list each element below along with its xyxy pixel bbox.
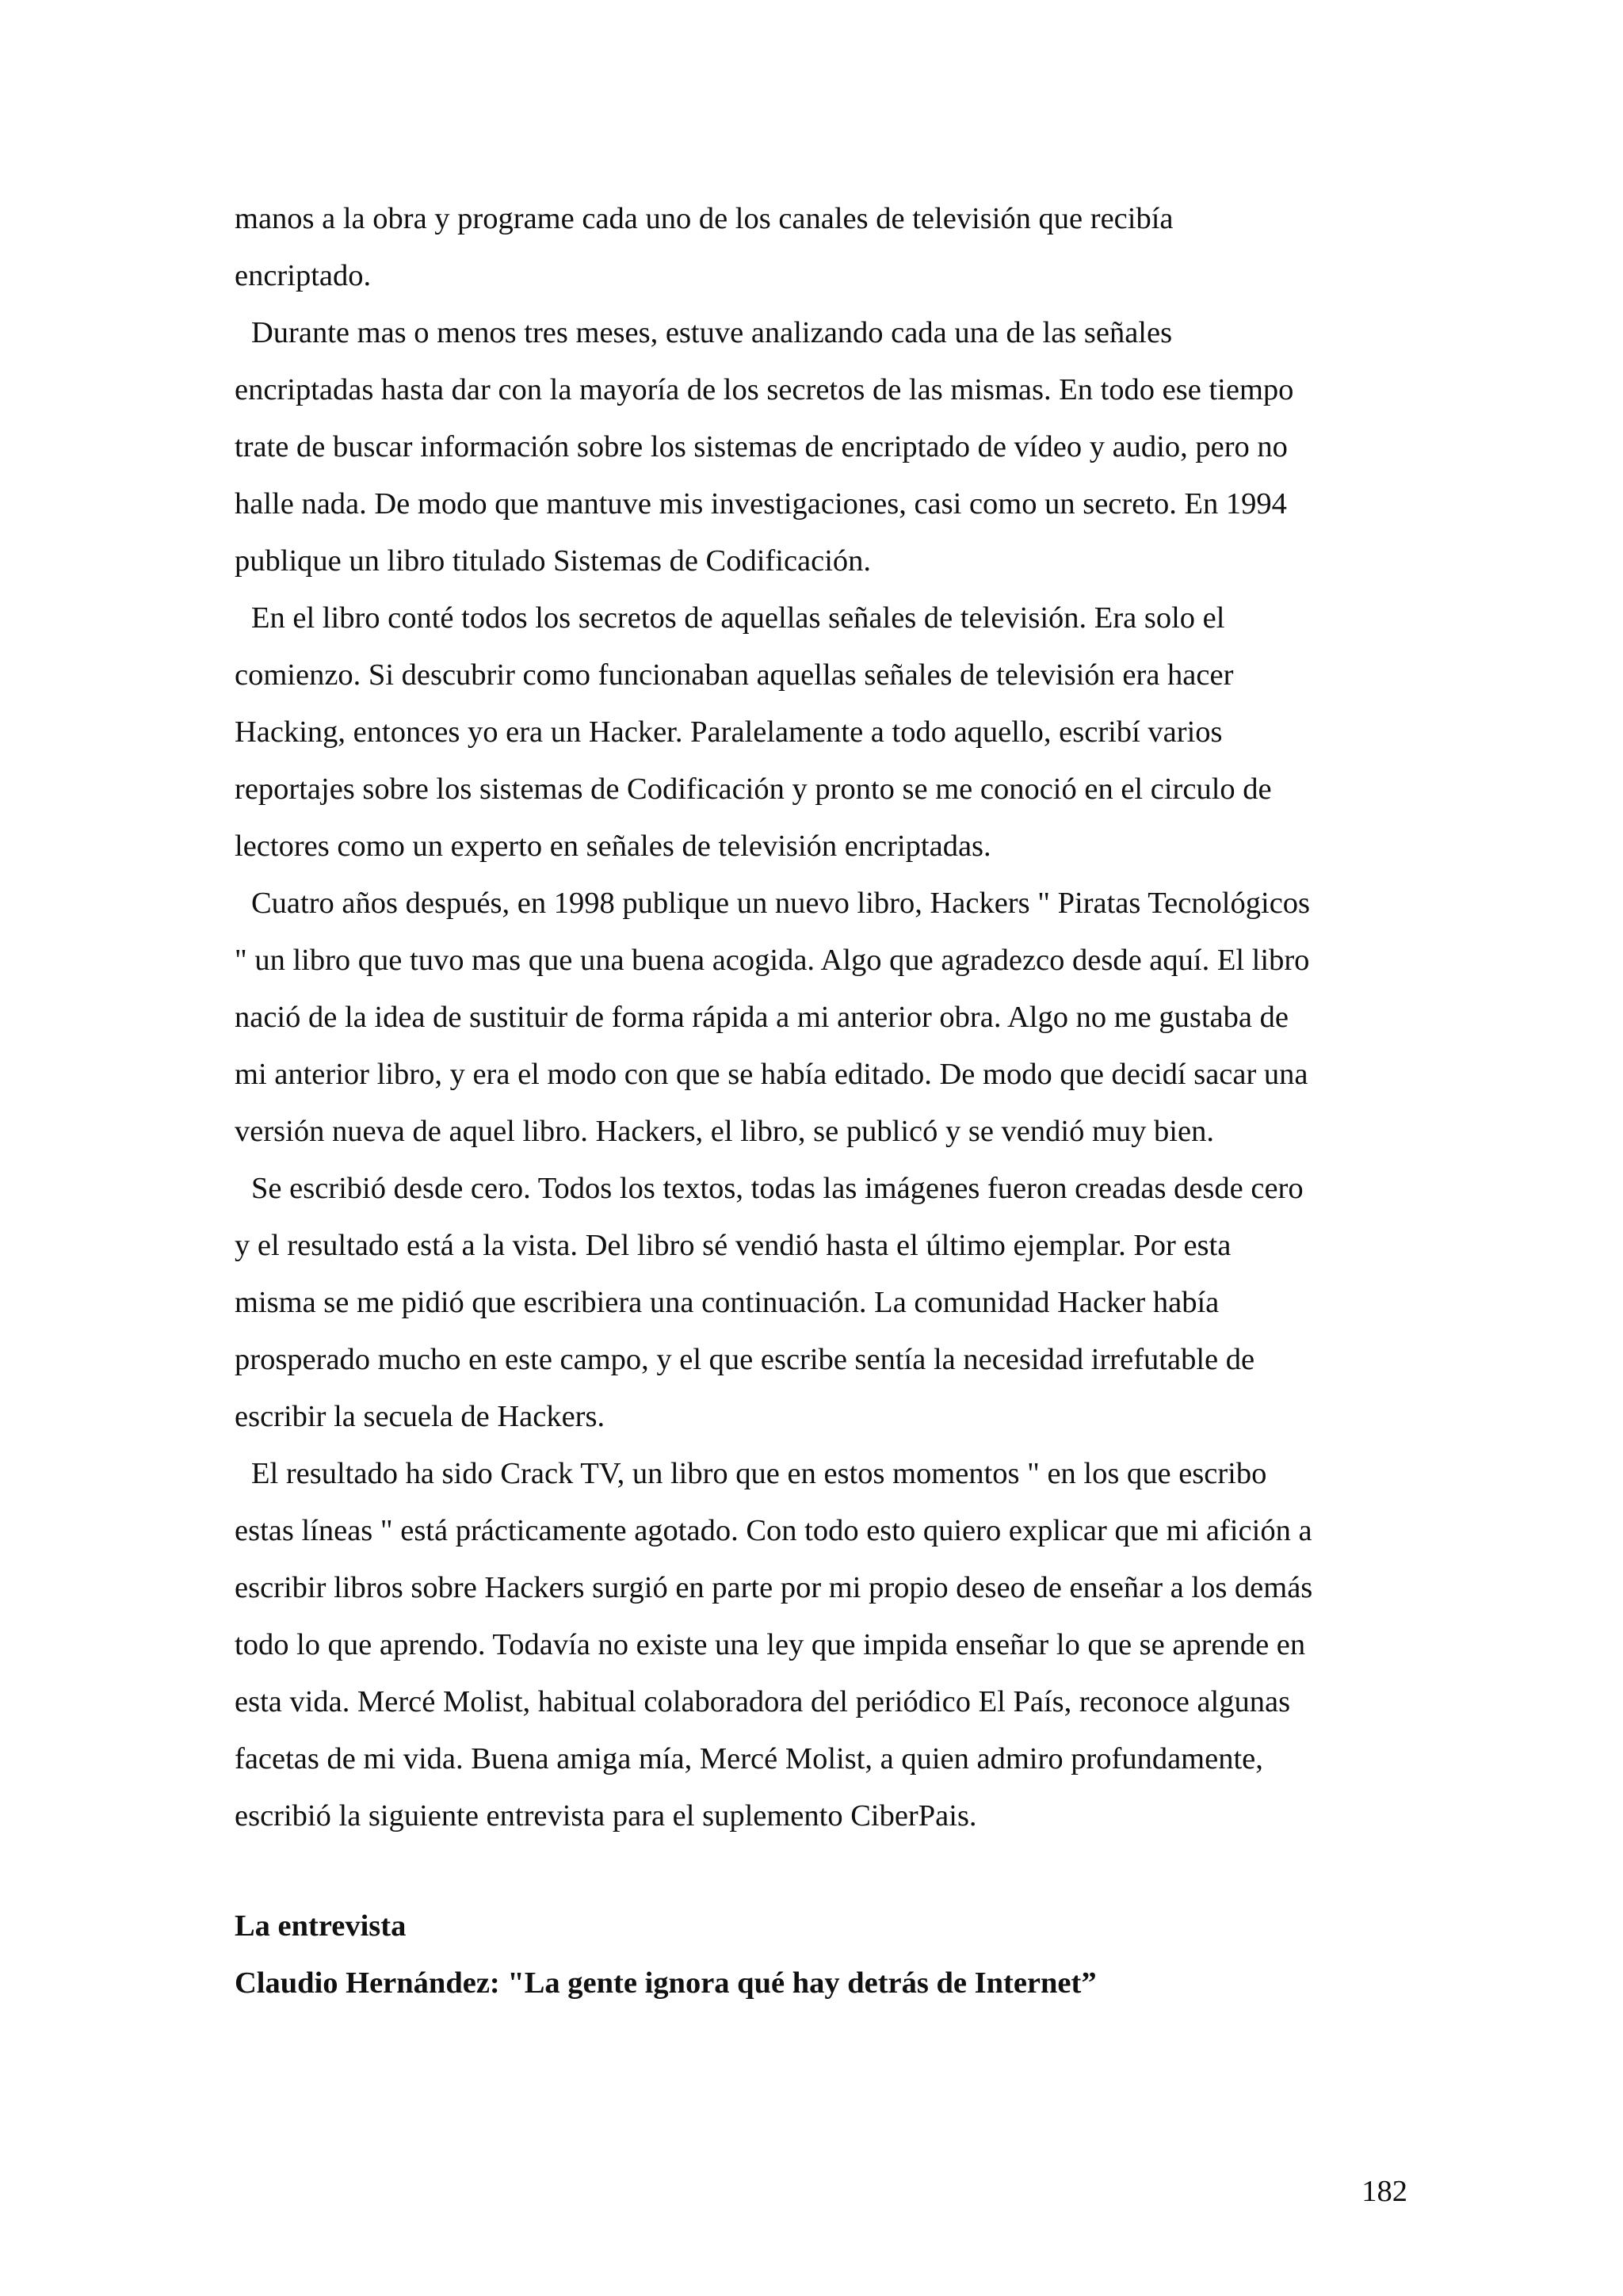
text-line: trate de buscar información sobre los sistemas de encriptado de vídeo y audio, pero no xyxy=(235,430,1288,463)
paragraph xyxy=(235,1445,1407,1844)
text-line: encriptado. xyxy=(235,259,372,292)
paragraph xyxy=(235,1160,1407,1445)
text-line: escribir la secuela de Hackers. xyxy=(235,1400,605,1433)
text-line: Hacking, entonces yo era un Hacker. Paralelamente a todo aquello, escribí varios xyxy=(235,715,1223,749)
text-line: escribir libros sobre Hackers surgió en parte por mi propio deseo de enseñar a los demás xyxy=(235,1571,1313,1604)
text-line: En el libro conté todos los secretos de aquellas señales de televisión. Era solo el xyxy=(251,601,1225,635)
text-line: comienzo. Si descubrir como funcionaban aquellas señales de televisión era hacer xyxy=(235,658,1234,692)
text-line: escribió la siguiente entrevista para el suplemento CiberPais. xyxy=(235,1799,977,1833)
text-line: encriptadas hasta dar con la mayoría de los secretos de las mismas. En todo ese tiempo xyxy=(235,373,1294,406)
text-line: " un libro que tuvo mas que una buena acogida. Algo que agradezco desde aquí. El libro xyxy=(235,944,1310,977)
text-line: mi anterior libro, y era el modo con que se había editado. De modo que decidí sacar una xyxy=(235,1058,1308,1091)
paragraph xyxy=(235,875,1407,1160)
text-line: y el resultado está a la vista. Del libro sé vendió hasta el último ejemplar. Por esta xyxy=(235,1229,1232,1262)
text-line: El resultado ha sido Crack TV, un libro que en estos momentos " en los que escribo xyxy=(251,1457,1267,1490)
text-line: publique un libro titulado Sistemas de Codificación. xyxy=(235,544,872,578)
paragraph xyxy=(235,304,1407,589)
text-line: nació de la idea de sustituir de forma rápida a mi anterior obra. Algo no me gustaba de xyxy=(235,1001,1289,1034)
text-line: esta vida. Mercé Molist, habitual colaboradora del periódico El País, reconoce algunas xyxy=(235,1685,1291,1718)
text-line: manos a la obra y programe cada uno de los canales de televisión que recibía xyxy=(235,202,1174,235)
text-line: lectores como un experto en señales de televisión encriptadas. xyxy=(235,830,991,863)
text-line: Se escribió desde cero. Todos los textos, todas las imágenes fueron creadas desde cero xyxy=(251,1172,1304,1205)
text-line: todo lo que aprendo. Todavía no existe una ley que impida enseñar lo que se aprende en xyxy=(235,1628,1306,1661)
paragraph xyxy=(235,589,1407,875)
text-line: reportajes sobre los sistemas de Codificación y pronto se me conoció en el circulo de xyxy=(235,772,1272,806)
body-text xyxy=(235,190,1407,1844)
text-line: estas líneas " está prácticamente agotado. Con todo esto quiero explicar que mi afición a xyxy=(235,1514,1312,1547)
text-line: Durante mas o menos tres meses, estuve analizando cada una de las señales xyxy=(251,316,1173,349)
paragraph xyxy=(235,190,1407,304)
text-line: Cuatro años después, en 1998 publique un nuevo libro, Hackers " Piratas Tecnológicos xyxy=(251,887,1311,920)
section-heading: La entrevista xyxy=(235,1909,407,1943)
text-line: prosperado mucho en este campo, y el que escribe sentía la necesidad irrefutable de xyxy=(235,1343,1255,1376)
interview-title: Claudio Hernández: "La gente ignora qué hay detrás de Internet” xyxy=(235,1966,1097,2000)
text-line: versión nueva de aquel libro. Hackers, el libro, se publicó y se vendió muy bien. xyxy=(235,1115,1214,1148)
page-number: 182 xyxy=(1361,2175,1407,2208)
text-line: misma se me pidió que escribiera una continuación. La comunidad Hacker había xyxy=(235,1286,1220,1319)
text-line: facetas de mi vida. Buena amiga mía, Mercé Molist, a quien admiro profundamente, xyxy=(235,1742,1263,1775)
text-line: halle nada. De modo que mantuve mis investigaciones, casi como un secreto. En 1994 xyxy=(235,487,1287,521)
heading-block xyxy=(235,1897,1407,2012)
